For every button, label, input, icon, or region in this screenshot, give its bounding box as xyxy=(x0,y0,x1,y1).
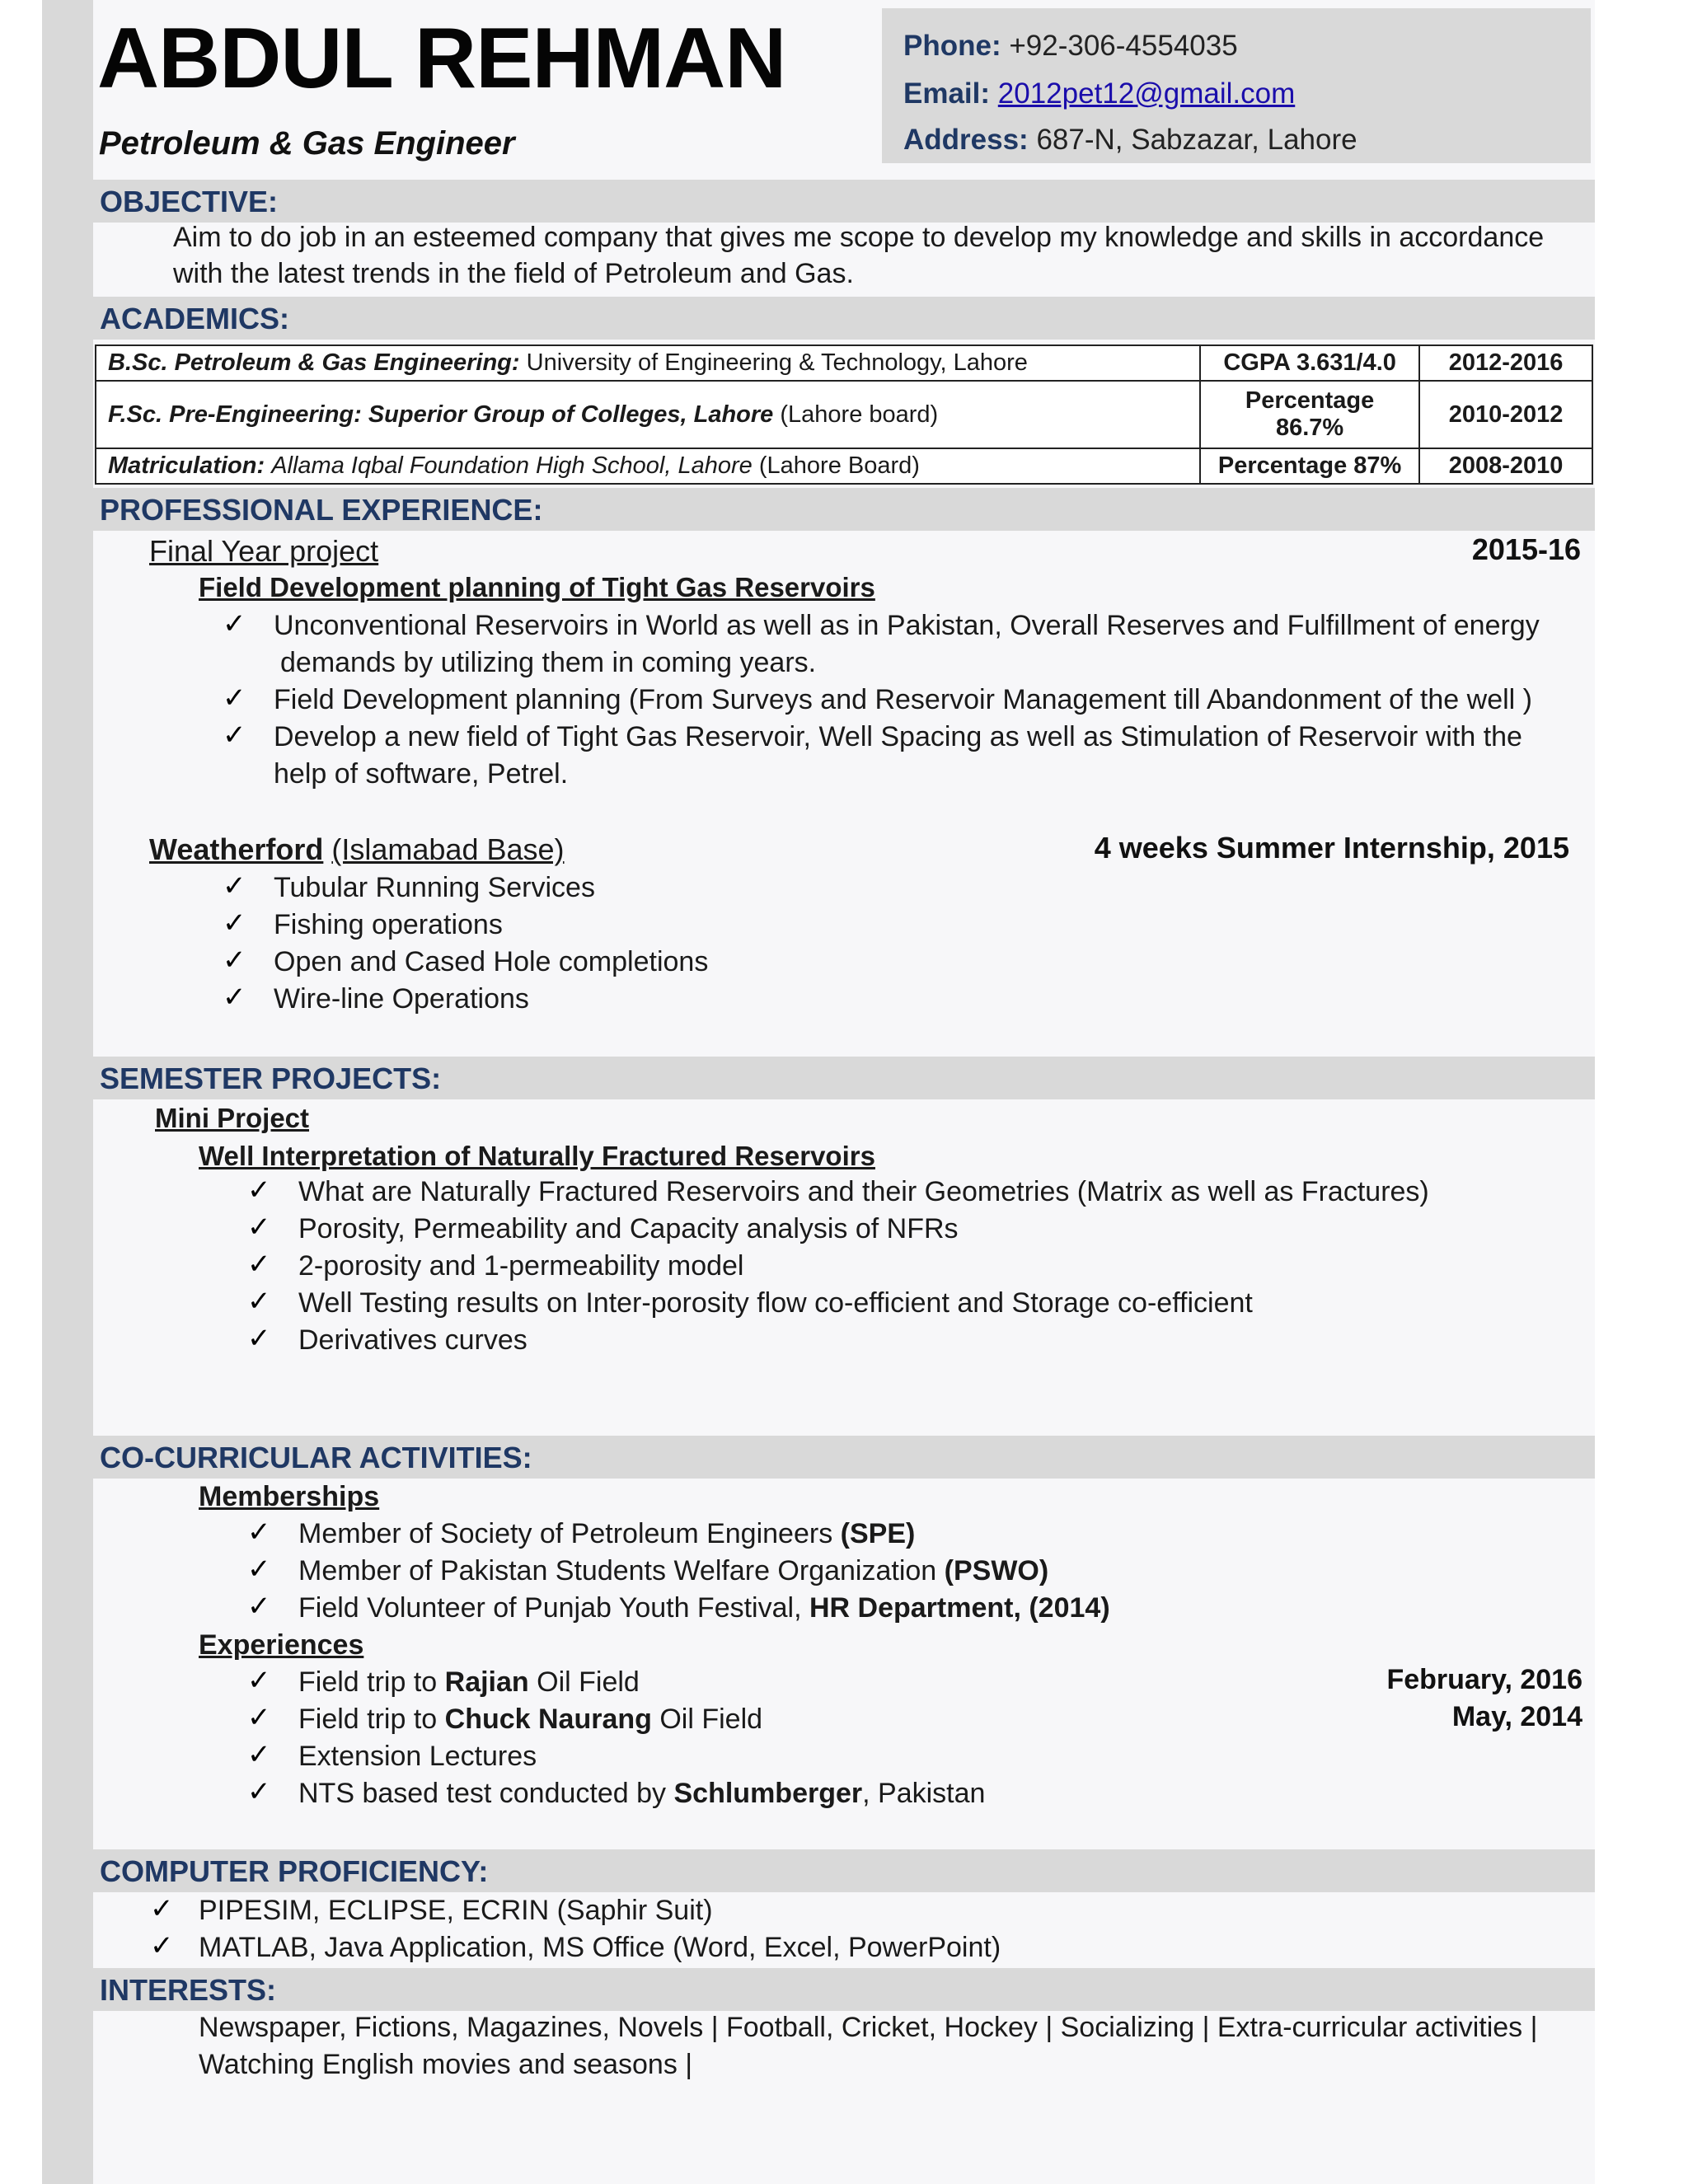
experience-place: Chuck Naurang xyxy=(444,1704,652,1735)
fyp-bullet-3-line-1: Develop a new field of Tight Gas Reservoir, Well Spacing as well as Stimulation of Reservoir with the xyxy=(274,721,1522,752)
weatherford-title: Weatherford xyxy=(149,832,324,866)
experience-item: Extension Lectures xyxy=(298,1741,537,1772)
check-icon: ✓ xyxy=(247,1212,271,1243)
memberships-title: Memberships xyxy=(199,1481,380,1512)
experience-date: May, 2014 xyxy=(1451,1701,1582,1732)
membership-text: Member of Society of Petroleum Engineers xyxy=(298,1518,833,1549)
membership-item xyxy=(298,1590,1110,1626)
semester-item: Derivatives curves xyxy=(298,1324,528,1356)
semester-heading: SEMESTER PROJECTS: xyxy=(100,1062,442,1095)
check-icon: ✓ xyxy=(223,719,246,751)
experience-text: Field trip to xyxy=(298,1704,438,1735)
experience-item xyxy=(298,1664,640,1700)
institution-label: (Lahore Board) xyxy=(758,452,920,479)
grade-line-2: 86.7% xyxy=(1275,415,1344,441)
objective-line-1: Aim to do job in an esteemed company that gives me scope to develop my knowledge and skills in accordance xyxy=(173,222,1545,253)
degree-label: F.Sc. Pre-Engineering: Superior Group of Colleges, Lahore xyxy=(108,401,774,428)
fyp-bullet-1-line-1: Unconventional Reservoirs in World as well as in Pakistan, Overall Reserves and Fulfillment of energy xyxy=(274,610,1540,641)
grade-line-1: Percentage xyxy=(1245,387,1375,414)
check-icon: ✓ xyxy=(247,1591,271,1622)
academics-table xyxy=(95,344,1593,485)
interests-line-1: Newspaper, Fictions, Magazines, Novels | Football, Cricket, Hockey | Socializing | Extra-curricular activities | xyxy=(199,2012,1538,2043)
candidate-title: Petroleum & Gas Engineer xyxy=(99,125,515,162)
institution-label: University of Engineering & Technology, Lahore xyxy=(526,349,1028,376)
check-icon: ✓ xyxy=(247,1702,271,1733)
degree-label: B.Sc. Petroleum & Gas Engineering: xyxy=(108,349,520,376)
computer-heading: COMPUTER PROFICIENCY: xyxy=(100,1854,489,1888)
check-icon: ✓ xyxy=(247,1554,271,1585)
candidate-name: ABDUL REHMAN xyxy=(97,11,786,106)
grade-cell: Percentage 87% xyxy=(1200,448,1419,484)
cocurricular-heading-bar xyxy=(93,1436,1595,1479)
experience-heading-bar xyxy=(93,488,1595,531)
years-cell: 2012-2016 xyxy=(1419,345,1592,381)
institution-label: (Lahore board) xyxy=(780,401,939,428)
membership-text: Member of Pakistan Students Welfare Organization xyxy=(298,1555,937,1586)
check-icon: ✓ xyxy=(247,1665,271,1696)
grade-cell xyxy=(1200,381,1419,448)
academic-degree-cell xyxy=(96,448,1200,484)
weatherford-item: Open and Cased Hole completions xyxy=(274,946,709,977)
mini-project-title: Mini Project xyxy=(155,1103,310,1133)
objective-heading-bar xyxy=(93,180,1595,223)
phone-label: Phone: xyxy=(903,30,1001,62)
table-row xyxy=(96,448,1592,484)
address-value: 687-N, Sabzazar, Lahore xyxy=(1036,124,1357,156)
experience-item xyxy=(298,1701,762,1737)
experiences-title: Experiences xyxy=(199,1629,364,1661)
check-icon: ✓ xyxy=(247,1739,271,1770)
academics-heading: ACADEMICS: xyxy=(100,302,289,335)
experience-heading: PROFESSIONAL EXPERIENCE: xyxy=(100,493,543,527)
left-sidebar-stripe xyxy=(42,0,93,2184)
membership-detail: HR Department, (2014) xyxy=(809,1592,1110,1624)
check-icon: ✓ xyxy=(247,1249,271,1280)
weatherford-item: Tubular Running Services xyxy=(274,872,595,903)
email-link[interactable]: 2012pet12@gmail.com xyxy=(997,77,1296,110)
cocurricular-heading: CO-CURRICULAR ACTIVITIES: xyxy=(100,1441,532,1474)
interests-heading-bar xyxy=(93,1968,1595,2011)
contact-box xyxy=(882,8,1591,163)
semester-subtitle: Well Interpretation of Naturally Fractured Reservoirs xyxy=(199,1141,875,1171)
table-row xyxy=(96,345,1592,381)
check-icon: ✓ xyxy=(150,1893,174,1924)
check-icon: ✓ xyxy=(223,608,246,640)
institution-italic: Allama Iqbal Foundation High School, Lahore xyxy=(271,452,753,479)
membership-text: Field Volunteer of Punjab Youth Festival, xyxy=(298,1592,802,1624)
fyp-title: Final Year project xyxy=(149,534,379,568)
check-icon: ✓ xyxy=(223,682,246,714)
experience-text: Oil Field xyxy=(537,1666,640,1698)
experience-item xyxy=(298,1775,985,1811)
fyp-bullet-2: Field Development planning (From Surveys and Reservoir Management till Abandonment of the well ) xyxy=(274,684,1532,715)
check-icon: ✓ xyxy=(247,1286,271,1317)
years-cell: 2010-2012 xyxy=(1419,381,1592,448)
check-icon: ✓ xyxy=(223,944,246,976)
experience-text: Oil Field xyxy=(659,1704,763,1735)
check-icon: ✓ xyxy=(247,1516,271,1548)
experience-place: Rajian xyxy=(444,1666,529,1698)
interests-heading: INTERESTS: xyxy=(100,1973,277,2007)
degree-label: Matriculation: xyxy=(108,452,265,479)
membership-item xyxy=(298,1516,915,1552)
computer-item: PIPESIM, ECLIPSE, ECRIN (Saphir Suit) xyxy=(199,1895,713,1926)
weatherford-item: Wire-line Operations xyxy=(274,983,529,1015)
fyp-subtitle: Field Development planning of Tight Gas Reservoirs xyxy=(199,572,875,602)
membership-abbr: (PSWO) xyxy=(944,1555,1049,1586)
semester-item: 2-porosity and 1-permeability model xyxy=(298,1250,744,1282)
academic-degree-cell xyxy=(96,381,1200,448)
semester-item: Well Testing results on Inter-porosity flow co-efficient and Storage co-efficient xyxy=(298,1287,1253,1319)
academics-heading-bar xyxy=(93,297,1595,340)
weatherford-heading xyxy=(149,831,565,869)
fyp-date: 2015-16 xyxy=(1471,532,1581,566)
experience-company: Schlumberger xyxy=(673,1778,863,1809)
check-icon: ✓ xyxy=(247,1174,271,1206)
address-label: Address: xyxy=(903,124,1029,156)
semester-heading-bar xyxy=(93,1057,1595,1099)
check-icon: ✓ xyxy=(247,1776,271,1807)
check-icon: ✓ xyxy=(150,1930,174,1961)
experience-date: February, 2016 xyxy=(1386,1664,1582,1695)
fyp-bullet-3-line-2: help of software, Petrel. xyxy=(274,758,569,790)
weatherford-base: (Islamabad Base) xyxy=(331,832,565,866)
check-icon: ✓ xyxy=(223,907,246,939)
experience-text: , Pakistan xyxy=(862,1778,986,1809)
grade-cell: CGPA 3.631/4.0 xyxy=(1200,345,1419,381)
email-label: Email: xyxy=(903,77,991,110)
objective-heading: OBJECTIVE: xyxy=(100,185,279,218)
computer-item: MATLAB, Java Application, MS Office (Word, Excel, PowerPoint) xyxy=(199,1932,1001,1963)
membership-item xyxy=(298,1553,1048,1589)
computer-heading-bar xyxy=(93,1849,1595,1892)
years-cell: 2008-2010 xyxy=(1419,448,1592,484)
experience-text: Field trip to xyxy=(298,1666,438,1698)
semester-item: What are Naturally Fractured Reservoirs and their Geometries (Matrix as well as Fractures) xyxy=(298,1176,1429,1207)
email-row xyxy=(903,77,1295,110)
experience-text: NTS based test conducted by xyxy=(298,1778,667,1809)
objective-line-2: with the latest trends in the field of Petroleum and Gas. xyxy=(173,258,854,289)
phone-row xyxy=(903,30,1238,63)
phone-value: +92-306-4554035 xyxy=(1009,30,1238,62)
check-icon: ✓ xyxy=(223,870,246,902)
academic-degree-cell xyxy=(96,345,1200,381)
table-row xyxy=(96,381,1592,448)
weatherford-date: 4 weeks Summer Internship, 2015 xyxy=(1094,831,1569,865)
interests-line-2: Watching English movies and seasons | xyxy=(199,2049,693,2080)
semester-item: Porosity, Permeability and Capacity analysis of NFRs xyxy=(298,1213,959,1244)
check-icon: ✓ xyxy=(223,982,246,1013)
fyp-bullet-1-line-2: demands by utilizing them in coming years. xyxy=(280,647,817,678)
weatherford-item: Fishing operations xyxy=(274,909,503,940)
check-icon: ✓ xyxy=(247,1323,271,1354)
address-row xyxy=(903,124,1357,157)
membership-abbr: (SPE) xyxy=(840,1518,916,1549)
